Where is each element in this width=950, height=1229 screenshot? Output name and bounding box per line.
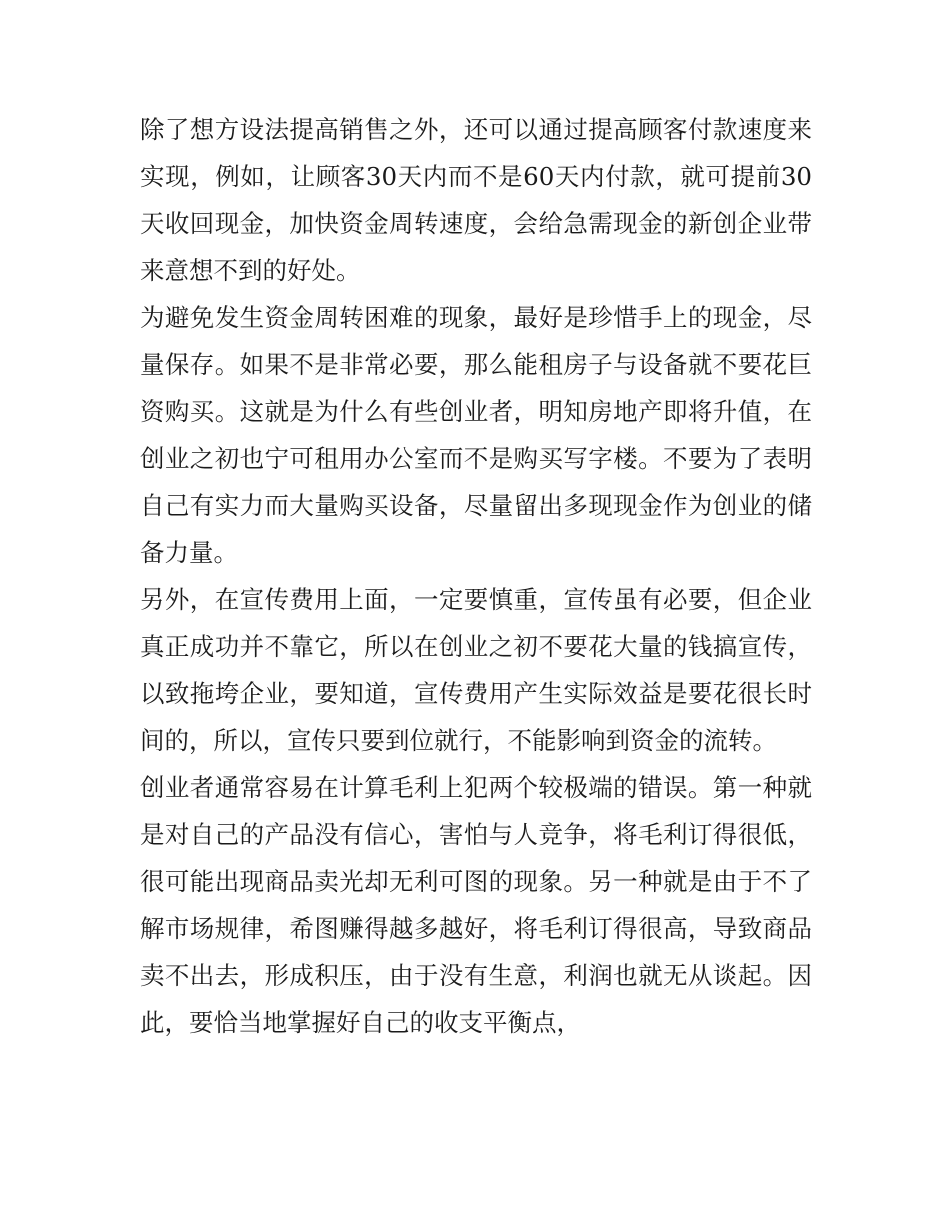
text-line: 量保存。如果不是非常必要，那么能租房子与设备就不要花巨 bbox=[140, 350, 812, 379]
text-line: 卖不出去，形成积压，由于没有生意，利润也就无从谈起。因 bbox=[140, 961, 812, 990]
text-line: 间的，所以，宣传只要到位就行，不能影响到资金的流转。 bbox=[140, 726, 777, 755]
text-line: 自己有实力而大量购买设备，尽量留出多现现金作为创业的储 bbox=[140, 491, 812, 520]
text-line: 是对自己的产品没有信心，害怕与人竞争，将毛利订得很低， bbox=[140, 820, 812, 849]
text-line: 创业之初也宁可租用办公室而不是购买写字楼。不要为了表明 bbox=[140, 444, 812, 473]
text-line: 为避免发生资金周转困难的现象，最好是珍惜手上的现金，尽 bbox=[140, 303, 812, 332]
text-line: 创业者通常容易在计算毛利上犯两个较极端的错误。第一种就 bbox=[140, 773, 812, 802]
text-line: 实现，例如，让顾客30天内而不是60天内付款，就可提前30 bbox=[140, 162, 812, 191]
text-line: 此，要恰当地掌握好自己的收支平衡点， bbox=[140, 1008, 581, 1037]
text-line: 备力量。 bbox=[140, 538, 238, 567]
text-line: 以致拖垮企业，要知道，宣传费用产生实际效益是要花很长时 bbox=[140, 679, 812, 708]
text-line: 除了想方设法提高销售之外，还可以通过提高顾客付款速度来 bbox=[140, 115, 812, 144]
document-body bbox=[140, 106, 812, 1046]
text-line: 另外，在宣传费用上面，一定要慎重，宣传虽有必要，但企业 bbox=[140, 585, 812, 614]
text-line: 解市场规律，希图赚得越多越好，将毛利订得很高，导致商品 bbox=[140, 914, 812, 943]
text-line: 资购买。这就是为什么有些创业者，明知房地产即将升值，在 bbox=[140, 397, 812, 426]
text-line: 很可能出现商品卖光却无利可图的现象。另一种就是由于不了 bbox=[140, 867, 812, 896]
text-line: 来意想不到的好处。 bbox=[140, 256, 361, 285]
text-line: 天收回现金，加快资金周转速度，会给急需现金的新创企业带 bbox=[140, 209, 812, 238]
text-line: 真正成功并不靠它，所以在创业之初不要花大量的钱搞宣传， bbox=[140, 632, 812, 661]
